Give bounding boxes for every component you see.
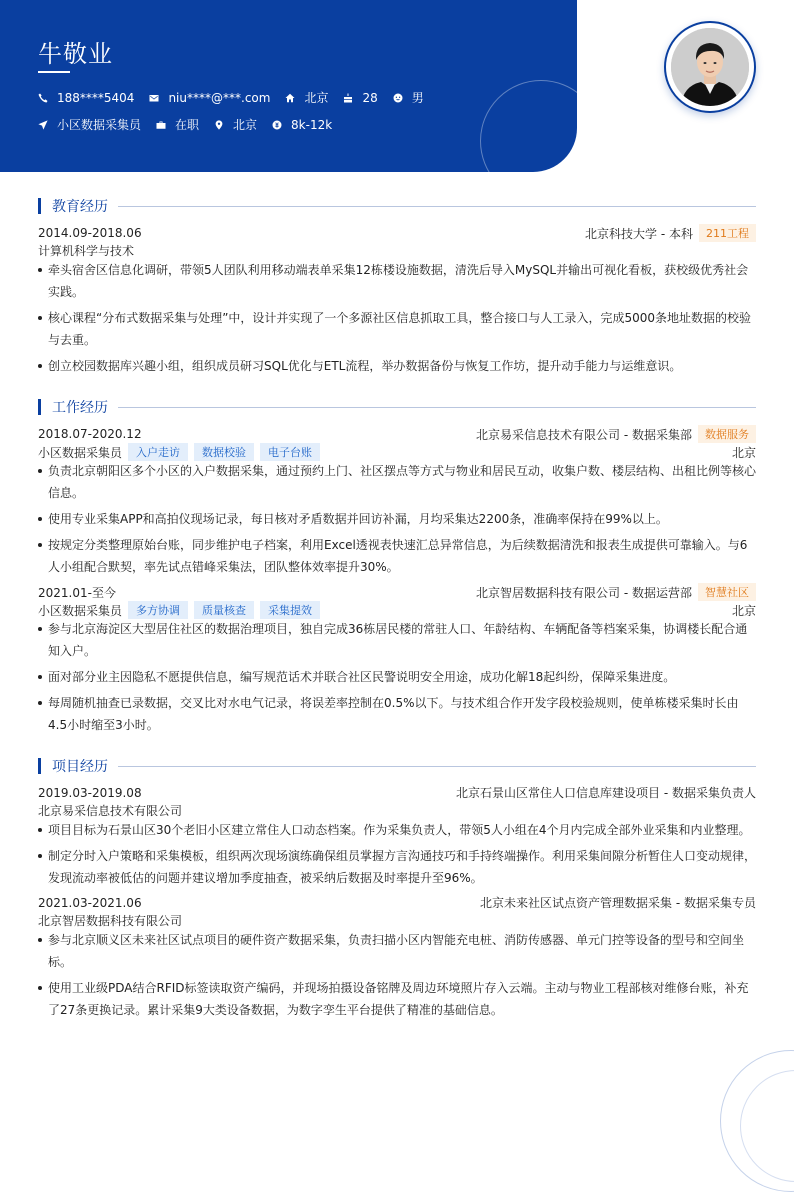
education-right	[585, 224, 756, 242]
contact-row	[38, 89, 439, 106]
section-title: 工作经历	[52, 400, 108, 416]
decorative-ring	[480, 80, 577, 172]
location-item	[285, 89, 328, 106]
list-item: 创立校园数据库兴趣小组，组织成员研习SQL优化与ETL流程，举办数据备份与恢复工作坊，提升动手能力与运维意识。	[38, 355, 756, 377]
target-city-text: 北京	[233, 118, 258, 132]
section-marker	[38, 198, 41, 214]
money-icon	[272, 120, 282, 130]
skill-tag: 入户走访	[128, 443, 188, 461]
avatar	[671, 28, 749, 106]
section-divider	[118, 766, 756, 767]
job-title: 小区数据采集员	[57, 118, 142, 132]
avatar-frame	[664, 21, 756, 113]
project-title: 北京石景山区常住人口信息库建设项目 - 数据采集负责人	[456, 786, 756, 800]
work-header-1	[38, 425, 756, 443]
home-icon	[285, 93, 295, 103]
project-date: 2019.03-2019.08	[38, 785, 142, 800]
status-item	[156, 116, 199, 133]
list-item: 牵头宿舍区信息化调研，带领5人团队利用移动端表单采集12栋楼设施数据，清洗后导入MySQL并输出可视化看板，获校级优秀社会实践。	[38, 259, 756, 303]
age-text: 28	[362, 90, 378, 105]
work-right	[476, 583, 756, 601]
list-item: 每周随机抽查已录数据，交叉比对水电气记录，将误差率控制在0.5%以下。与技术组合作开发字段校验规则，使单栋楼采集时长由4.5小时缩至3小时。	[38, 692, 756, 736]
email-item	[149, 91, 270, 105]
project-header-2	[38, 894, 756, 911]
section-work	[38, 397, 756, 417]
school-name: 北京科技大学 - 本科	[585, 226, 693, 241]
work-header-2	[38, 583, 756, 601]
education-bullets	[38, 259, 756, 381]
mail-icon	[149, 93, 159, 103]
work-bullets-2	[38, 618, 756, 740]
briefcase-icon	[156, 120, 166, 130]
company-tag: 数据服务	[698, 425, 756, 443]
target-city-item	[214, 116, 257, 133]
skill-tag: 质量核查	[194, 601, 254, 619]
project-company-row-2	[38, 912, 756, 929]
role-left	[38, 443, 320, 461]
role-name: 小区数据采集员	[38, 445, 123, 460]
skill-tag: 采集提效	[260, 601, 320, 619]
list-item: 使用专业采集APP和高拍仪现场记录，每日核对矛盾数据并回访补漏，月均采集达2200条，准确率保持在99%以上。	[38, 508, 756, 530]
job-intent-row	[38, 116, 347, 133]
status-text: 在职	[175, 118, 200, 132]
list-item: 使用工业级PDA结合RFID标签读取资产编码，并现场拍摄设备铭牌及周边环境照片存入云端。主动与物业工程部核对维修台账，补充了27条更换记录。累计采集9大类设备数据，为数字孪生平台提供了精准的基础信息。	[38, 977, 756, 1021]
work-city: 北京	[731, 603, 756, 618]
list-item: 按规定分类整理原始台账，同步维护电子档案，利用Excel透视表快速汇总异常信息，为后续数据清洗和报表生成提供可靠输入。与6人小组配合默契，率先试点错峰采集法，团队整体效率提升30%。	[38, 534, 756, 578]
gender-text: 男	[411, 91, 424, 105]
school-tag: 211工程	[699, 224, 756, 242]
section-education	[38, 196, 756, 216]
skill-tag: 电子台账	[260, 443, 320, 461]
skill-tag: 多方协调	[128, 601, 188, 619]
role-name: 小区数据采集员	[38, 603, 123, 618]
section-project	[38, 756, 756, 776]
portrait-photo	[671, 28, 749, 106]
salary-item	[272, 118, 332, 132]
cake-icon	[343, 93, 353, 103]
job-item	[38, 116, 141, 133]
company-name: 北京智居数据科技有限公司 - 数据运营部	[476, 585, 692, 600]
major-row	[38, 242, 756, 259]
section-marker	[38, 758, 41, 774]
age-item	[343, 91, 377, 105]
face-icon	[393, 93, 403, 103]
candidate-name: 牛敬业	[38, 40, 113, 68]
work-city: 北京	[731, 445, 756, 460]
section-divider	[118, 206, 756, 207]
list-item: 负责北京朝阳区多个小区的入户数据采集，通过预约上门、社区摆点等方式与物业和居民互动，收集户数、楼层结构、出租比例等核心信息。	[38, 460, 756, 504]
phone-icon	[38, 93, 48, 103]
project-bullets-1	[38, 819, 756, 893]
location-text: 北京	[304, 91, 329, 105]
work-date: 2021.01-至今	[38, 585, 116, 600]
gender-item	[393, 89, 424, 106]
education-date: 2014.09-2018.06	[38, 226, 142, 240]
role-row-1	[38, 443, 756, 461]
project-company-row-1	[38, 802, 756, 819]
section-title: 项目经历	[52, 759, 108, 775]
phone-number: 188****5404	[57, 90, 135, 105]
project-bullets-2	[38, 929, 756, 1025]
name-underline	[38, 71, 70, 73]
list-item: 项目目标为石景山区30个老旧小区建立常住人口动态档案。作为采集负责人，带领5人小组在4个月内完成全部外业采集和内业整理。	[38, 819, 756, 841]
list-item: 参与北京海淀区大型居住社区的数据治理项目，独自完成36栋居民楼的常驻人口、年龄结构、车辆配备等档案采集，协调楼长配合通知入户。	[38, 618, 756, 662]
skill-tag: 数据校验	[194, 443, 254, 461]
list-item: 核心课程“分布式数据采集与处理”中，设计并实现了一个多源社区信息抓取工具，整合接口与人工录入，完成5000条地址数据的校验与去重。	[38, 307, 756, 351]
major-name: 计算机科学与技术	[38, 244, 135, 258]
section-marker	[38, 399, 41, 415]
work-right	[476, 425, 756, 443]
project-date: 2021.03-2021.06	[38, 895, 142, 910]
section-divider	[118, 407, 756, 408]
company-name: 北京易采信息技术有限公司 - 数据采集部	[476, 427, 692, 442]
section-title: 教育经历	[52, 199, 108, 215]
phone-item	[38, 91, 134, 105]
education-header	[38, 224, 756, 242]
list-item: 制定分时入户策略和采集模板，组织两次现场演练确保组员掌握方言沟通技巧和手持终端操作。利用采集间隙分析暂住人口变动规律，发现流动率被低估的问题并建议增加季度抽查，被采纳后数据及时率提升至96%。	[38, 845, 756, 889]
header-banner	[0, 0, 577, 172]
project-title: 北京未来社区试点资产管理数据采集 - 数据采集专员	[480, 896, 756, 910]
map-pin-icon	[214, 120, 224, 130]
project-company: 北京易采信息技术有限公司	[38, 804, 183, 818]
project-company: 北京智居数据科技有限公司	[38, 914, 183, 928]
email-address: niu****@***.com	[168, 90, 271, 105]
list-item: 参与北京顺义区未来社区试点项目的硬件资产数据采集，负责扫描小区内智能充电桩、消防传感器、单元门控等设备的型号和空间坐标。	[38, 929, 756, 973]
project-header-1	[38, 784, 756, 801]
role-left	[38, 601, 320, 619]
list-item: 面对部分业主因隐私不愿提供信息，编写规范话术并联合社区民警说明安全用途，成功化解18起纠纷，保障采集进度。	[38, 666, 756, 688]
work-bullets-1	[38, 460, 756, 582]
work-date: 2018.07-2020.12	[38, 427, 142, 441]
company-tag: 智慧社区	[698, 583, 756, 601]
salary-text: 8k-12k	[291, 117, 333, 132]
send-icon	[38, 120, 48, 130]
role-row-2	[38, 601, 756, 619]
